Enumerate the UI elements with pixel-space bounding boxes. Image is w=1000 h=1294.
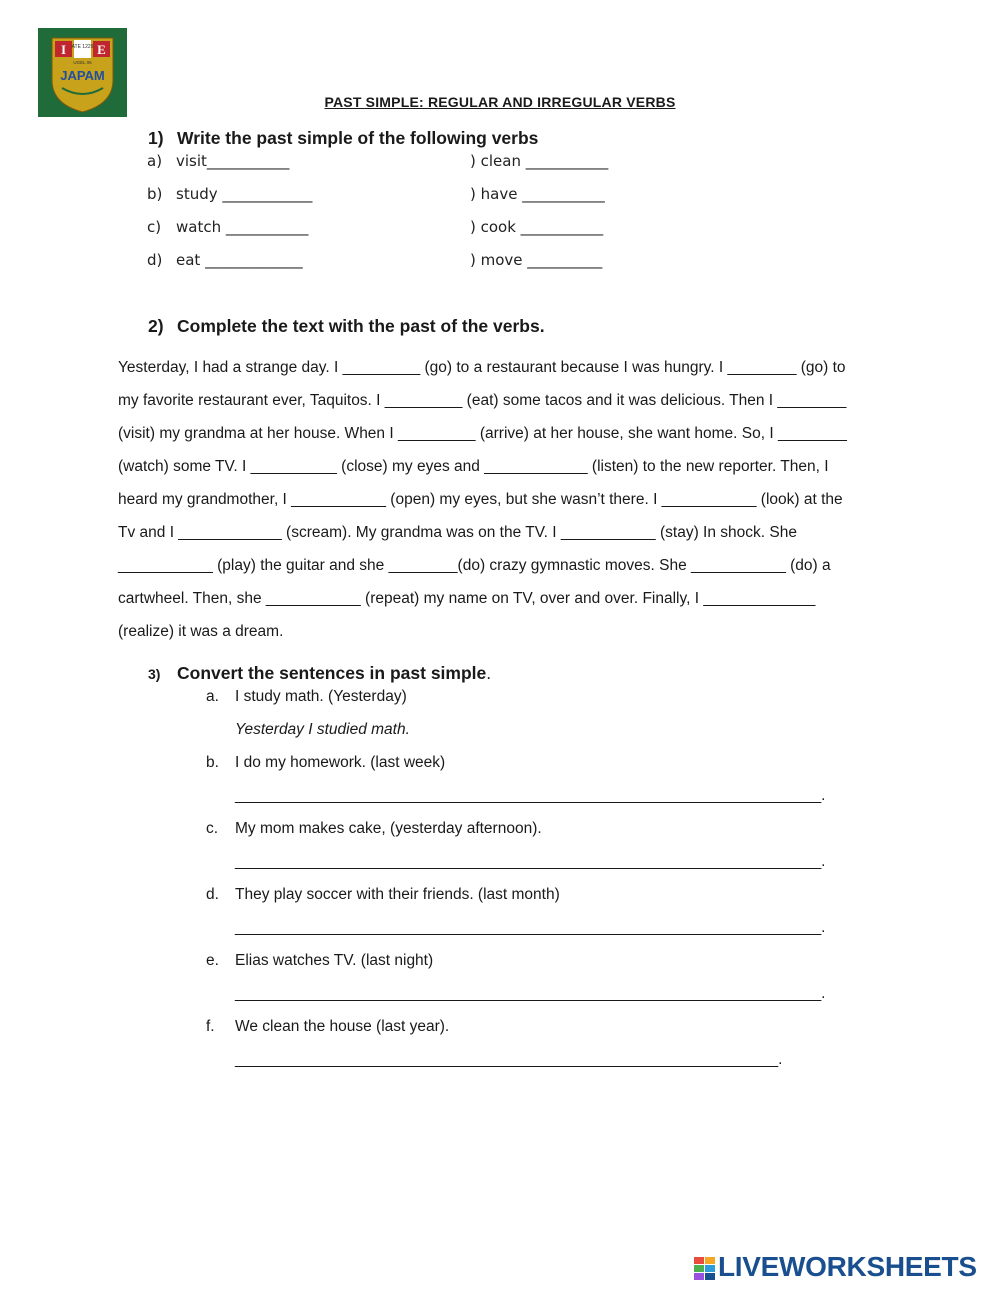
section-3-heading: 3) Convert the sentences in past simple.	[148, 663, 492, 683]
paragraph-line: my favorite restaurant ever, Taquitos. I _________ (eat) some tacos and it was delicious. Then I ________	[118, 392, 847, 409]
section-2-heading	[148, 316, 545, 337]
answer-line-b[interactable]: ____________________________________________________________________.	[235, 787, 826, 804]
svg-text:ATE 1229: ATE 1229	[71, 44, 94, 50]
paragraph-line: Yesterday, I had a strange day. I _________ (go) to a restaurant because I was hungry. I ________ (go) to	[118, 359, 846, 376]
paragraph-line: ___________ (play) the guitar and she ________(do) crazy gymnastic moves. She ___________ (do) a	[118, 557, 831, 574]
answer-line-d[interactable]: ____________________________________________________________________.	[235, 919, 826, 936]
svg-text:JAPAM: JAPAM	[60, 68, 105, 83]
list-item	[470, 152, 608, 185]
sentence-b: b. I do my homework. (last week)	[206, 754, 446, 771]
answer-blank[interactable]: ) cook ___________	[470, 218, 604, 236]
sentence-d: d. They play soccer with their friends. (last month)	[206, 886, 560, 903]
story-paragraph[interactable]	[118, 351, 883, 648]
sentence-a: a. I study math. (Yesterday)	[206, 688, 407, 705]
answer-blank[interactable]: visit___________	[176, 152, 290, 170]
verb-list-right	[470, 152, 608, 284]
answer-blank[interactable]: watch ___________	[176, 218, 309, 236]
paragraph-line: (realize) it was a dream.	[118, 623, 284, 640]
list-item: c) watch ___________	[147, 218, 309, 236]
answer-blank[interactable]: study ____________	[176, 185, 313, 203]
answer-line-f[interactable]: _______________________________________________________________.	[235, 1051, 783, 1068]
paragraph-line: cartwheel. Then, she ___________ (repeat) my name on TV, over and over. Finally, I _____________	[118, 590, 816, 607]
liveworksheets-logo-icon	[694, 1257, 716, 1281]
list-item: b) study ____________	[147, 185, 313, 203]
paragraph-line: (visit) my grandma at her house. When I _________ (arrive) at her house, she want home. So, I ________	[118, 425, 847, 442]
paragraph-line: (watch) some TV. I __________ (close) my eyes and ____________ (listen) to the new reporter. Then, I	[118, 458, 829, 475]
list-item: a) visit___________	[147, 152, 290, 170]
paragraph-line: Tv and I ____________ (scream). My grandma was on the TV. I ___________ (stay) In shock. She	[118, 524, 797, 541]
sentence-e: e. Elias watches TV. (last night)	[206, 952, 434, 969]
list-item	[470, 251, 608, 284]
list-item: d) eat _____________	[147, 251, 303, 269]
answer-blank[interactable]: ) move __________	[470, 251, 603, 269]
section-1-heading	[148, 128, 538, 149]
sentence-c: c. My mom makes cake, (yesterday afternoon).	[206, 820, 542, 837]
list-item	[470, 185, 608, 218]
list-item	[470, 218, 608, 251]
answer-line-c[interactable]: ____________________________________________________________________.	[235, 853, 826, 870]
answer-blank[interactable]: ) have ___________	[470, 185, 605, 203]
section-number: 1)	[148, 128, 164, 148]
paragraph-line: heard my grandmother, I ___________ (open) my eyes, but she wasn’t there. I ___________ (look) at the	[118, 491, 843, 508]
section-number: 2)	[148, 316, 164, 336]
svg-text:I: I	[60, 42, 67, 57]
section-title: Write the past simple of the following verbs	[177, 128, 539, 148]
answer-line-e[interactable]: ____________________________________________________________________.	[235, 985, 826, 1002]
liveworksheets-brand[interactable]: LIVEWORKSHEETS	[718, 1251, 977, 1282]
answer-blank[interactable]: ) clean ___________	[470, 152, 609, 170]
example-answer: Yesterday I studied math.	[235, 721, 410, 738]
section-title: Convert the sentences in past simple	[177, 663, 487, 683]
page-title: PAST SIMPLE: REGULAR AND IRREGULAR VERBS	[324, 94, 676, 110]
verb-list-left	[147, 152, 312, 284]
svg-text:E: E	[97, 42, 106, 57]
sentence-f: f. We clean the house (last year).	[206, 1018, 450, 1035]
section-number: 3)	[148, 666, 161, 682]
svg-text:UGEL 06: UGEL 06	[73, 60, 92, 65]
answer-blank[interactable]: eat _____________	[176, 251, 303, 269]
section-title: Complete the text with the past of the verbs.	[177, 316, 545, 336]
